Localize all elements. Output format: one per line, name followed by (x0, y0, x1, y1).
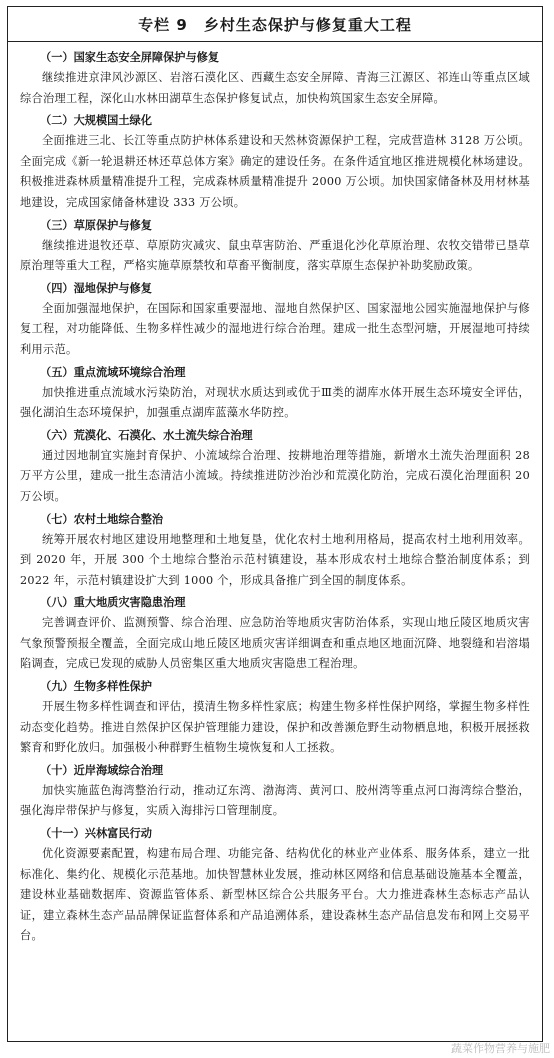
section-body: 完善调查评价、监测预警、综合治理、应急防治等地质灾害防治体系，实现山地丘陵区地质灾害气象预警预报全覆盖，全面完成山地丘陵区地质灾害详细调查和重点地区地面沉降、地裂缝和岩溶塌陷调查，完成已发现的威胁人员密集区重大地质灾害隐患工程治理。 (20, 616, 530, 671)
section-title: （八）重大地质灾害隐患治理 (40, 596, 186, 610)
section-body: 优化资源要素配置，构建布局合理、功能完备、结构优化的林业产业体系、服务体系，建立一批标准化、集约化、规模化示范基地。加快智慧林业发展，推动林区网络和信息基础设施基本全覆盖，建设林业基础数据库、资源监管体系、新型林区综合公共服务平台。大力推进森林生态标志产品认证，建立森林生态产品品牌保证监督体系和产品追溯体系，建设森林生态产品信息发布和网上交易平台。 (20, 847, 530, 943)
section-title: （九）生物多样性保护 (40, 680, 152, 694)
section-body: 加快实施蓝色海湾整治行动，推动辽东湾、渤海湾、黄河口、胶州湾等重点河口海湾综合整治，强化海岸带保护与修复，实质入海排污口管理制度。 (20, 783, 530, 818)
section-body: 加快推进重点流域水污染防治，对现状水质达到或优于Ⅲ类的湖库水体开展生态环境安全评估，强化湖泊生态环境保护，加强重点湖库蓝藻水华防控。 (20, 385, 530, 420)
section-body: 继续推进京津风沙源区、岩溶石漠化区、西藏生态安全屏障、青海三江源区、祁连山等重点区域综合治理工程，深化山水林田湖草生态保护修复试点，加快构筑国家生态安全屏障。 (20, 71, 530, 105)
section-title: （十）近岸海域综合治理 (40, 763, 164, 777)
section-body: 通过因地制宜实施封育保护、小流域综合治理、按耕地治理等措施，新增水土流失治理面积 28 万平方公里，建成一批生态清洁小流域。持续推进防沙治沙和荒漠化防治，完成石漠化治理面积 20 万公顷。 (20, 448, 530, 503)
section-title: （七）农村土地综合整治 (40, 512, 164, 526)
column-content (8, 42, 542, 947)
section-title: （四）湿地保护与修复 (40, 281, 152, 295)
section-title: （十一）兴林富民行动 (40, 827, 152, 841)
section-body: 开展生物多样性调查和评估，摸清生物多样性家底；构建生物多样性保护网络，掌握生物多样性动态变化趋势。推进自然保护区保护管理能力建设，保护和改善濒危野生动物栖息地，积极开展拯救繁育和野化放归。加强极小种群野生植物生境恢复和人工拯救。 (20, 700, 530, 755)
section-body: 全面加强湿地保护，在国际和国家重要湿地、湿地自然保护区、国家湿地公园实施湿地保护与修复工程，对功能降低、生物多样性减少的湿地进行综合治理。建成一批生态型河塘，开展湿地可持续利用示范。 (20, 301, 530, 356)
section-body: 继续推进退牧还草、草原防灾减灾、鼠虫草害防治、严重退化沙化草原治理、农牧交错带已垦草原治理等重大工程，严格实施草原禁牧和草畜平衡制度，落实草原生态保护补助奖励政策。 (20, 238, 530, 273)
section-title: （六）荒漠化、石漠化、水土流失综合治理 (40, 428, 253, 442)
section-title: （一）国家生态安全屏障保护与修复 (40, 51, 220, 64)
column-title: 专栏 9 乡村生态保护与修复重大工程 (8, 7, 542, 42)
section-title: （五）重点流域环境综合治理 (40, 365, 186, 379)
column-box (7, 6, 543, 1042)
section-body: 全面推进三北、长江等重点防护林体系建设和天然林资源保护工程，完成营造林 3128 万公顷。全面完成《新一轮退耕还林还草总体方案》确定的建设任务。在条件适宜地区推进规模化林场建设。积极推进森林质量精准提升工程，完成森林质量精准提升 2000 万公顷。加快国家储备林及用材林基地建设，完成国家储备林建设 333 万公顷。 (20, 134, 530, 209)
section-title: （三）草原保护与修复 (40, 218, 152, 232)
section-body: 统筹开展农村地区建设用地整理和土地复垦，优化农村土地利用格局，提高农村土地利用效率。到 2020 年，开展 300 个土地综合整治示范村镇建设，基本形成农村土地综合整治制度体系；到 2022 年，示范村镇建设扩大到 1000 个，形成具备推广到全国的制度体系。 (20, 532, 530, 587)
section-title: （二）大规模国土绿化 (40, 114, 152, 128)
watermark: 蔬菜作物营养与施肥 (451, 1042, 550, 1055)
